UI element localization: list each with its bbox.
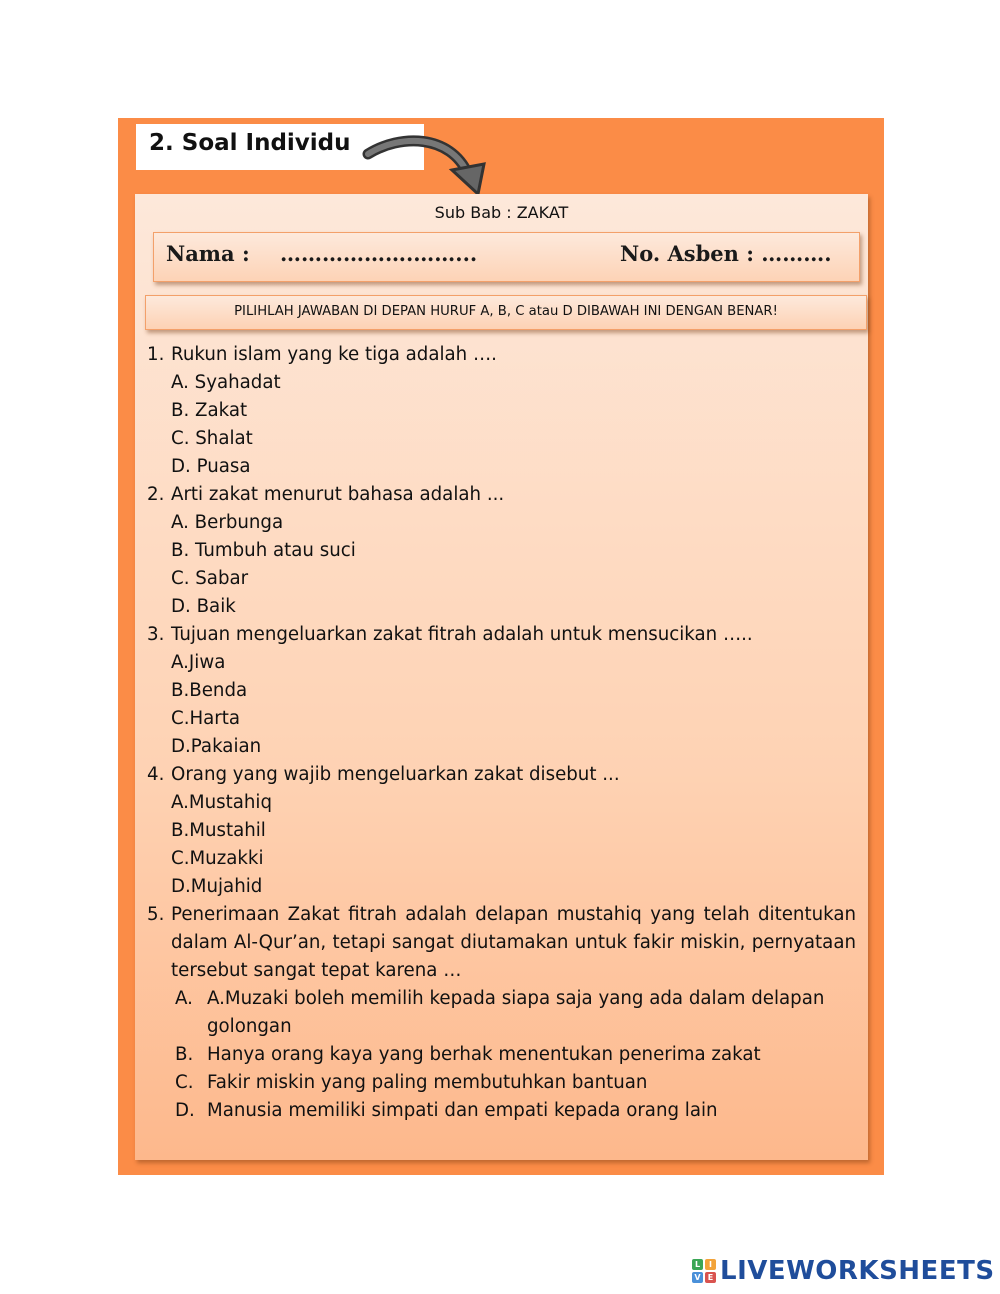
option-letter: A. xyxy=(175,988,193,1009)
answer-option[interactable] xyxy=(175,985,856,1041)
option-text: Fakir miskin yang paling membutuhkan bantuan xyxy=(207,1072,648,1093)
answer-option[interactable]: B.Mustahil xyxy=(171,820,266,841)
option-text: A.Muzaki boleh memilih kepada siapa saja yang ada dalam delapan golongan xyxy=(207,988,825,1037)
answer-option[interactable]: C. Sabar xyxy=(171,568,249,589)
name-field[interactable]: ……………….……... xyxy=(280,241,478,266)
question-text: Penerimaan Zakat fitrah adalah delapan mustahiq yang telah ditentukan dalam Al-Qur’an, tetapi sangat diutamakan untuk fakir miskin, pernyataan tersebut sangat tepat karena … xyxy=(171,904,856,981)
identity-box xyxy=(153,232,860,282)
question-item xyxy=(147,621,856,649)
question-number: 2. xyxy=(147,484,165,505)
curved-arrow-icon xyxy=(360,126,490,196)
option-text: Hanya orang kaya yang berhak menentukan penerima zakat xyxy=(207,1044,761,1065)
section-title: 2. Soal Individu xyxy=(136,124,424,170)
answer-option[interactable]: D.Pakaian xyxy=(171,736,262,757)
logo-tile: E xyxy=(705,1272,716,1283)
question-item xyxy=(147,901,856,985)
answer-option[interactable]: A.Jiwa xyxy=(171,652,226,673)
instruction-box: PILIHLAH JAWABAN DI DEPAN HURUF A, B, C atau D DIBAWAH INI DENGAN BENAR! xyxy=(145,295,867,330)
answer-option[interactable] xyxy=(175,1069,856,1097)
answer-option[interactable]: A. Berbunga xyxy=(171,512,284,533)
answer-option[interactable]: C.Muzakki xyxy=(171,848,264,869)
answer-option[interactable]: C. Shalat xyxy=(171,428,253,449)
answer-option[interactable]: A.Mustahiq xyxy=(171,792,272,813)
answer-option[interactable]: D. Baik xyxy=(171,596,236,617)
question-text: Arti zakat menurut bahasa adalah ... xyxy=(171,484,505,505)
option-letter: D. xyxy=(175,1100,195,1121)
question-text: Orang yang wajib mengeluarkan zakat disebut ... xyxy=(171,764,620,785)
liveworksheets-logo-icon xyxy=(692,1259,716,1283)
answer-option[interactable] xyxy=(175,1097,856,1125)
question-number: 1. xyxy=(147,344,165,365)
name-label: Nama : xyxy=(166,241,250,266)
question-5-options xyxy=(147,985,856,1125)
logo-tile: L xyxy=(692,1259,703,1270)
answer-option[interactable]: B. Zakat xyxy=(171,400,248,421)
answer-option[interactable]: B.Benda xyxy=(171,680,248,701)
answer-option[interactable]: A. Syahadat xyxy=(171,372,281,393)
question-text: Tujuan mengeluarkan zakat fitrah adalah untuk mensucikan ….. xyxy=(171,624,753,645)
brand-name: LIVEWORKSHEETS xyxy=(720,1256,995,1286)
logo-tile: I xyxy=(705,1259,716,1270)
logo-tile: V xyxy=(692,1272,703,1283)
answer-option[interactable]: C.Harta xyxy=(171,708,241,729)
question-item xyxy=(147,761,856,789)
question-number: 5. xyxy=(147,904,165,925)
answer-option[interactable]: B. Tumbuh atau suci xyxy=(171,540,356,561)
answer-option[interactable]: D.Mujahid xyxy=(171,876,263,897)
question-text: Rukun islam yang ke tiga adalah …. xyxy=(171,344,497,365)
option-letter: B. xyxy=(175,1044,194,1065)
question-number: 4. xyxy=(147,764,165,785)
option-text: Manusia memiliki simpati dan empati kepada orang lain xyxy=(207,1100,718,1121)
answer-option[interactable] xyxy=(175,1041,856,1069)
brand-footer xyxy=(692,1256,995,1286)
question-number: 3. xyxy=(147,624,165,645)
question-item xyxy=(147,341,856,369)
subbab-title: Sub Bab : ZAKAT xyxy=(434,203,569,222)
question-item xyxy=(147,481,856,509)
absen-field[interactable]: No. Asben : ………. xyxy=(620,241,832,266)
option-letter: C. xyxy=(175,1072,194,1093)
question-list xyxy=(147,341,856,1125)
answer-option[interactable]: D. Puasa xyxy=(171,456,251,477)
